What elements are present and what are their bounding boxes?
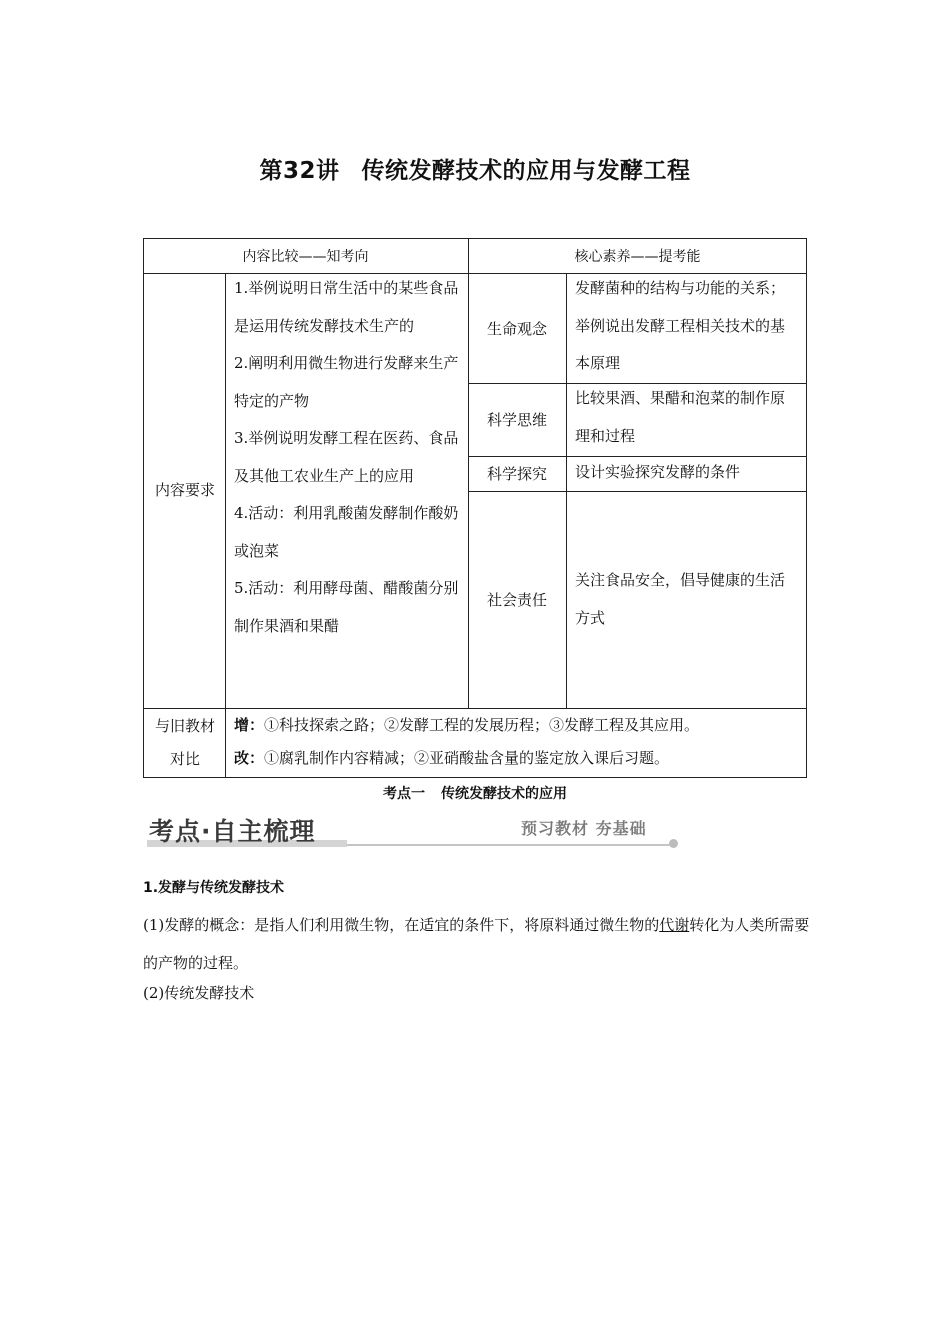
banner-line (347, 844, 673, 846)
literacy-desc (566, 491, 807, 708)
literacy-name: 生命观念 (486, 319, 547, 338)
content-subheading: (2)传统发酵技术 (143, 984, 255, 1002)
section-banner (147, 812, 679, 848)
lecture-number: 第32讲 (259, 158, 340, 184)
content-paragraph (143, 906, 810, 982)
banner-dot-icon (669, 839, 678, 848)
underlined-term: 代谢 (659, 916, 690, 934)
added-text: ①科技探索之路；②发酵工程的发展历程；③发酵工程及其应用。 (264, 716, 700, 734)
changed-line (234, 742, 806, 775)
literacy-desc-text: 关注食品安全，倡导健康的生活方式 (575, 571, 786, 627)
added-line (234, 709, 806, 742)
requirements-list (225, 270, 468, 645)
row-label-requirements: 内容要求 (155, 481, 216, 499)
paragraph-text-after: 转化为人类所需要的产物的过程。 (143, 916, 810, 972)
requirement-item: 4.活动：利用乳酸菌发酵制作酸奶或泡菜 (234, 504, 459, 560)
row-label-compare: 与旧教材对比 (155, 716, 216, 768)
banner-main-text: 考点·自主梳理 (149, 817, 316, 846)
section-title: 传统发酵技术的应用 (441, 786, 567, 802)
requirement-item: 3.举例说明发酵工程在医药、食品及其他工农业生产上的应用 (234, 429, 459, 485)
added-label: 增： (234, 716, 265, 734)
banner-sub-text: 预习教材 夯基础 (521, 819, 647, 838)
literacy-name: 社会责任 (486, 591, 547, 609)
literacy-name: 科学探究 (486, 465, 547, 483)
section-label: 考点一 (383, 786, 425, 802)
literacy-desc: 发酵菌种的结构与功能的关系；举例说出发酵工程相关技术的基本原理 (575, 279, 786, 372)
requirement-item: 1.举例说明日常生活中的某些食品是运用传统发酵技术生产的 (234, 279, 459, 335)
header-content-comparison: 内容比较——知考向 (242, 248, 369, 265)
lecture-topic: 传统发酵技术的应用与发酵工程 (361, 158, 691, 184)
literacy-desc: 设计实验探究发酵的条件 (575, 463, 741, 481)
literacy-name: 科学思维 (486, 411, 547, 429)
page-title (0, 152, 950, 185)
changed-label: 改： (234, 749, 265, 767)
header-core-literacy: 核心素养——提考能 (574, 248, 701, 265)
requirement-item: 2.阐明利用微生物进行发酵来生产特定的产物 (234, 354, 459, 410)
literacy-desc: 比较果酒、果醋和泡菜的制作原理和过程 (575, 389, 786, 445)
changed-text: ①腐乳制作内容精减；②亚硝酸盐含量的鉴定放入课后习题。 (264, 749, 670, 767)
content-heading: 1.发酵与传统发酵技术 (143, 880, 285, 896)
requirement-item: 5.活动：利用酵母菌、醋酸菌分别制作果酒和果醋 (234, 579, 459, 635)
comparison-table (143, 238, 807, 778)
paragraph-text-before: (1)发酵的概念：是指人们利用微生物，在适宜的条件下，将原料通过微生物的 (143, 916, 660, 934)
compare-content (225, 708, 806, 775)
section-heading (0, 783, 950, 803)
